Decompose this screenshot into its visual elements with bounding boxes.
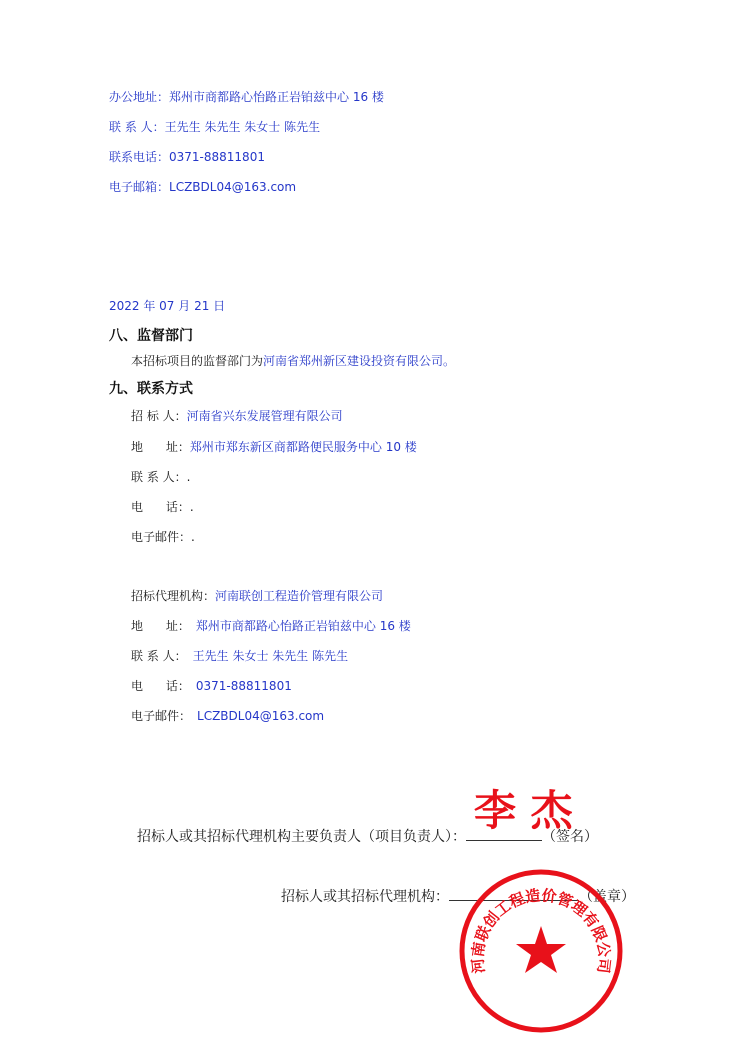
handwritten-signature: 李 杰	[474, 786, 573, 835]
tenderer-email-value: .	[191, 530, 195, 544]
office-phone-value: 0371-88811801	[169, 150, 265, 164]
tenderer-email-line	[131, 529, 195, 545]
tenderer-email-label: 电子邮件：	[131, 530, 192, 544]
office-address-line	[109, 89, 384, 105]
agency-phone-line	[131, 678, 292, 694]
tenderer-contact-value: .	[186, 470, 191, 484]
office-email-label: 电子邮箱：	[109, 180, 170, 194]
agency-email-value: LCZBDL04@163.com	[197, 709, 325, 723]
agency-address-label: 地 址：	[131, 619, 190, 633]
section9-title: 九、联系方式	[109, 381, 193, 397]
tenderer-contact-line	[131, 469, 190, 485]
agency-name-line	[131, 588, 383, 604]
office-email-line	[109, 179, 296, 195]
office-address-value: 郑州市商都路心怡路正岩铂兹中心 16 楼	[169, 90, 384, 104]
section8-title: 八、监督部门	[109, 328, 193, 344]
office-phone-label: 联系电话：	[109, 150, 170, 164]
section8-text-prefix: 本招标项目的监督部门为	[131, 354, 264, 368]
agency-email-label: 电子邮件：	[131, 709, 192, 723]
section8-text	[131, 353, 455, 369]
office-phone-line	[109, 149, 265, 165]
tenderer-address-value: 郑州市郑东新区商都路便民服务中心 10 楼	[189, 440, 417, 454]
company-seal	[458, 868, 624, 1034]
tenderer-address-line	[131, 439, 417, 455]
agency-phone-value: 0371-88811801	[195, 679, 292, 693]
org-seal-suffix: （盖章）	[579, 889, 635, 905]
tenderer-phone-line	[131, 499, 194, 515]
office-email-value: LCZBDL04@163.com	[169, 180, 297, 194]
tenderer-name-label: 招 标 人：	[131, 409, 187, 423]
agency-contact-line	[131, 648, 348, 664]
tenderer-contact-label: 联 系 人：	[131, 470, 187, 484]
tenderer-name-value: 河南省兴东发展管理有限公司	[186, 409, 343, 423]
org-seal-label: 招标人或其招标代理机构：	[281, 889, 449, 905]
agency-email-line	[131, 708, 324, 724]
office-contact-line	[109, 119, 320, 135]
office-contact-value: 王先生 朱先生 朱女士 陈先生	[164, 120, 321, 134]
office-contact-label: 联 系 人：	[109, 120, 165, 134]
agency-address-line	[131, 618, 411, 634]
agency-contact-label: 联 系 人：	[131, 649, 187, 663]
agency-name-label: 招标代理机构：	[131, 589, 216, 603]
office-address-label: 办公地址：	[109, 90, 170, 104]
agency-address-value: 郑州市商都路心怡路正岩铂兹中心 16 楼	[195, 619, 411, 633]
tenderer-phone-value: .	[189, 500, 194, 514]
agency-contact-value: 王先生 朱女士 朱先生 陈先生	[192, 649, 349, 663]
leader-signature-suffix: （签名）	[542, 829, 598, 845]
agency-phone-label: 电 话：	[131, 679, 190, 693]
seal-star-icon	[516, 926, 566, 973]
leader-signature-label: 招标人或其招标代理机构主要负责人（项目负责人）：	[137, 829, 466, 845]
tenderer-address-label: 地 址：	[131, 440, 190, 454]
tenderer-phone-label: 电 话：	[131, 500, 190, 514]
tenderer-name-line	[131, 408, 343, 424]
agency-name-value: 河南联创工程造价管理有限公司	[215, 589, 384, 603]
section8-text-value: 河南省郑州新区建设投资有限公司。	[263, 354, 456, 368]
seal-text: 河南联创工程造价管理有限公司	[468, 886, 614, 975]
publish-date: 2022 年 07 月 21 日	[109, 299, 226, 313]
